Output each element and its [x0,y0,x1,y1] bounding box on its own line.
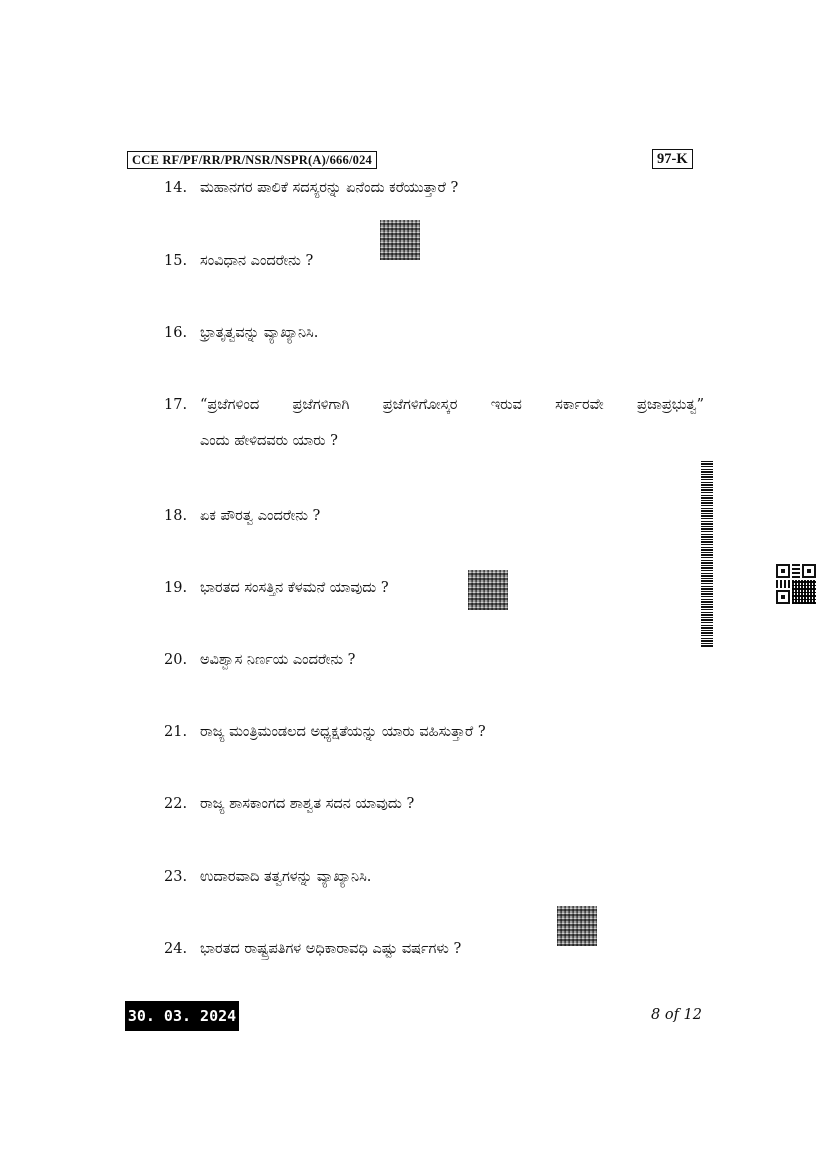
page-number: 8 of 12 [651,1007,702,1023]
question-number: 19. [164,580,188,596]
question-text: ಭಾರತದ ರಾಷ್ಟ್ರಪತಿಗಳ ಅಧಿಕಾರಾವಧಿ ಎಷ್ಟು ವರ್ಷಗಳು ? [200,941,462,957]
question-text: ರಾಜ್ಯ ಶಾಸಕಾಂಗದ ಶಾಶ್ವತ ಸದನ ಯಾವುದು ? [200,796,415,812]
question-number: 20. [164,652,188,668]
question-text: ಮಹಾನಗರ ಪಾಲಿಕೆ ಸದಸ್ಯರನ್ನು ಏನೆಂದು ಕರೆಯುತ್ತಾರೆ ? [200,180,459,196]
question-text: ಏಕ ಪೌರತ್ವ ಎಂದರೇನು ? [200,508,321,524]
watermark-qr-icon [468,570,508,610]
question-number: 23. [164,869,188,885]
question-number: 14. [164,180,188,196]
question-number: 17. [164,397,188,413]
exam-date: 30. 03. 2024 [125,1001,239,1031]
question-text: ಭಾರತದ ಸಂಸತ್ತಿನ ಕೆಳಮನೆ ಯಾವುದು ? [200,580,389,596]
question-text-line1: “ಪ್ರಜೆಗಳಿಂದ ಪ್ರಜೆಗಳಿಗಾಗಿ ಪ್ರಜೆಗಳಿಗೋಸ್ಕರ ಇರುವ ಸರ್ಕಾರವೇ ಪ್ರಜಾಪ್ರಭುತ್ವ” [200,397,704,413]
exam-code: CCE RF/PF/RR/PR/NSR/NSPR(A)/666/024 [127,151,377,169]
question-text: ಭ್ರಾತೃತ್ವವನ್ನು ವ್ಯಾಖ್ಯಾನಿಸಿ. [200,325,319,341]
question-text: ಉದಾರವಾದಿ ತತ್ವಗಳನ್ನು ವ್ಯಾಖ್ಯಾನಿಸಿ. [200,869,372,885]
question-number: 16. [164,325,188,341]
question-number: 15. [164,253,188,269]
question-number: 22. [164,796,188,812]
paper-code-badge: 97-K [652,149,693,169]
question-number: 21. [164,724,188,740]
barcode-icon [701,461,713,647]
question-text-line2: ಎಂದು ಹೇಳಿದವರು ಯಾರು ? [200,433,338,449]
question-text: ಸಂವಿಧಾನ ಎಂದರೇನು ? [200,253,314,269]
question-text: ರಾಜ್ಯ ಮಂತ್ರಿಮಂಡಲದ ಅಧ್ಯಕ್ಷತೆಯನ್ನು ಯಾರು ವಹಿಸುತ್ತಾರೆ ? [200,724,486,740]
question-number: 24. [164,941,188,957]
qr-code-icon [776,564,816,604]
question-17 [164,395,704,455]
question-text: ಅವಿಶ್ವಾಸ ನಿರ್ಣಯ ಎಂದರೇನು ? [200,652,356,668]
question-number: 18. [164,508,188,524]
